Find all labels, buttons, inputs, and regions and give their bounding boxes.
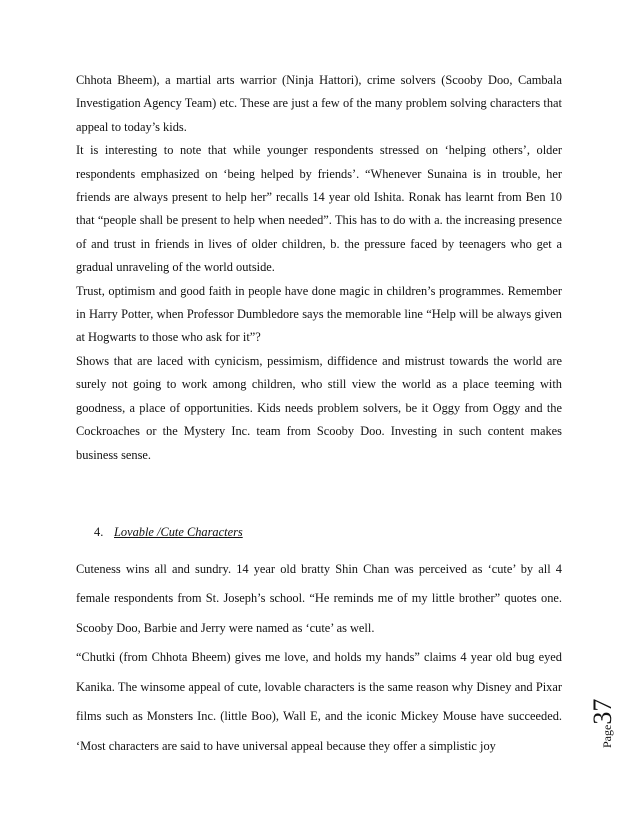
paragraph: Shows that are laced with cynicism, pessimism, diffidence and mistrust towards the world are surely not going to work among children, who still view the world as a place teeming with goodness, a place of opportunities. Kids needs problem solvers, be it Oggy from Oggy and the Cockroaches or the Mystery Inc. team from Scooby Doo. Investing in such content makes business sense. <box>76 353 562 462</box>
section-title: Lovable /Cute Characters <box>114 524 243 539</box>
paragraph: Chhota Bheem), a martial arts warrior (Ninja Hattori), crime solvers (Scooby Doo, Cambala Investigation Agency Team) etc. These are just a few of the many problem solving characters that appeal to today’s kids. <box>76 73 562 134</box>
body-text <box>76 69 562 761</box>
paragraph: It is interesting to note that while younger respondents stressed on ‘helping others’, older respondents emphasized on ‘being helped by friends’. “Whenever Sunaina is in trouble, her friends are always present to help her” recalls 14 year old Ishita. Ronak has learnt from Ben 10 that “people shall be present to help when needed”. This has to do with a. the increasing presence of and trust in friends in lives of older children, b. the pressure faced by teenagers who get a gradual unraveling of the world outside. <box>76 143 562 275</box>
paragraph: Trust, optimism and good faith in people have done magic in children’s programmes. Remember in Harry Potter, when Professor Dumbledore says the memorable line “Help will be always given at Hogwarts to those who ask for it”? <box>76 283 562 345</box>
paragraph: Cuteness wins all and sundry. 14 year old bratty Shin Chan was perceived as ‘cute’ by all 4 female respondents from St. Joseph’s school. “He reminds me of my little brother” quotes one. Scooby Doo, Barbie and Jerry were named as ‘cute’ as well. <box>76 561 562 635</box>
page-number: 37 <box>588 698 617 725</box>
paragraph: “Chutki (from Chhota Bheem) gives me love, and holds my hands” claims 4 year old bug eyed Kanika. The winsome appeal of cute, lovable characters is the same reason why Disney and Pixar films such as Monsters Inc. (little Boo), Wall E, and the iconic Mickey Mouse have succeeded. ‘Most characters are said to have universal appeal because they offer a simplistic joy <box>76 650 562 753</box>
section-number: 4. <box>94 524 104 539</box>
page-label: Page <box>600 724 614 748</box>
section-heading <box>76 522 562 542</box>
page-number-block <box>584 640 624 760</box>
